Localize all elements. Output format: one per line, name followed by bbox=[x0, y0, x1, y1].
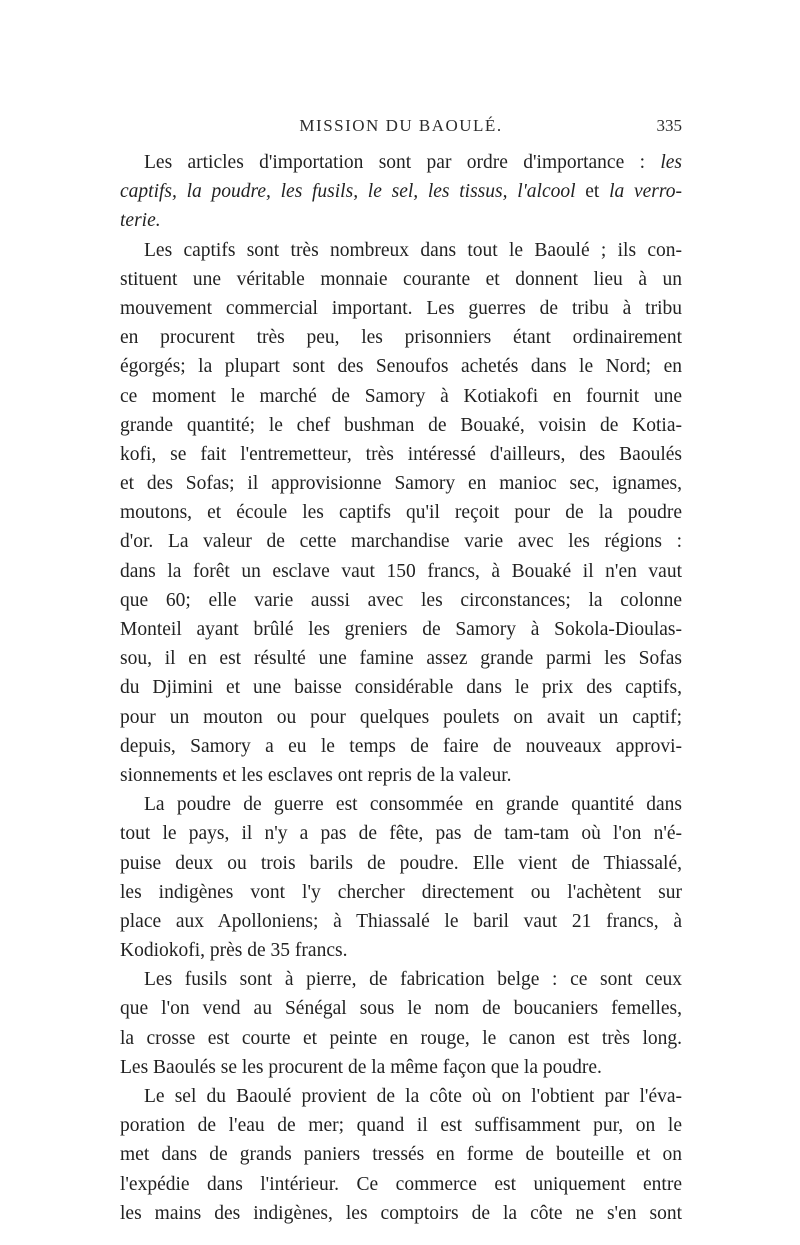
line-1-italic: les bbox=[660, 152, 682, 173]
text-line-23: La poudre de guerre est consommée en grande quantité dans bbox=[144, 794, 682, 816]
text-line-30: que l'on vend au Sénégal sous le nom de boucaniers femelles, bbox=[120, 998, 682, 1020]
text-line-7: en procurent très peu, les prisonniers étant ordinairement bbox=[120, 327, 682, 349]
text-line-24: tout le pays, il n'y a pas de fête, pas de tam-tam où l'on n'é- bbox=[120, 823, 682, 845]
text-line-3 bbox=[120, 206, 682, 235]
text-line-34: poration de l'eau de mer; quand il est suffisamment pur, on le bbox=[120, 1115, 682, 1137]
text-line-5: stituent une véritable monnaie courante et donnent lieu à un bbox=[120, 268, 682, 290]
text-line-20: pour un mouton ou pour quelques poulets on avait un captif; bbox=[120, 706, 682, 728]
text-line-8: égorgés; la plupart sont des Senoufos achetés dans le Nord; en bbox=[120, 356, 682, 378]
text-line-35: met dans de grands paniers tressés en forme de bouteille et on bbox=[120, 1144, 682, 1166]
text-line-27: place aux Apolloniens; à Thiassalé le baril vaut 21 francs, à bbox=[120, 910, 682, 932]
running-head bbox=[120, 116, 682, 140]
text-line-11: kofi, se fait l'entremetteur, très intéressé d'ailleurs, des Baoulés bbox=[120, 443, 682, 465]
text-line-29: Les fusils sont à pierre, de fabrication belge : ce sont ceux bbox=[144, 969, 682, 991]
line-2-et: et bbox=[575, 181, 610, 203]
text-line-36: l'expédie dans l'intérieur. Ce commerce est uniquement entre bbox=[120, 1173, 682, 1195]
text-line-6: mouvement commercial important. Les guerres de tribu à tribu bbox=[120, 297, 682, 319]
text-line-33: Le sel du Baoulé provient de la côte où on l'obtient par l'éva- bbox=[144, 1086, 682, 1107]
page-number: 335 bbox=[656, 116, 682, 135]
line-2-italic: captifs, la poudre, les fusils, le sel, les tissus, l'alcool bbox=[120, 181, 576, 203]
text-line-14: d'or. La valeur de cette marchandise varie avec les régions : bbox=[120, 531, 682, 553]
text-line-17: Monteil ayant brûlé les greniers de Samory à Sokola-Dioulas- bbox=[120, 619, 682, 640]
text-line-22: sionnements et les esclaves ont repris de la valeur. bbox=[120, 764, 512, 786]
text-line-16: que 60; elle varie aussi avec les circonstances; la colonne bbox=[120, 589, 682, 611]
text-line-37: les mains des indigènes, les comptoirs de la côte ne s'en sont bbox=[120, 1202, 682, 1224]
text-line-28: Kodiokofi, près de 35 francs. bbox=[120, 940, 348, 962]
text-line-21: depuis, Samory a eu le temps de faire de nouveaux approvi- bbox=[120, 735, 682, 757]
text-line-15: dans la forêt un esclave vaut 150 francs, à Bouaké il n'en vaut bbox=[120, 560, 682, 582]
text-line-4: Les captifs sont très nombreux dans tout le Baoulé ; ils con- bbox=[144, 239, 682, 261]
text-line-12: et des Sofas; il approvisionne Samory en manioc sec, ignames, bbox=[120, 473, 682, 495]
line-2-italic-2: la verro- bbox=[609, 181, 682, 203]
running-title: MISSION DU BAOULÉ. bbox=[299, 116, 503, 135]
text-line-1 bbox=[120, 148, 682, 177]
text-line-9: ce moment le marché de Samory à Kotiakofi en fournit une bbox=[120, 385, 682, 407]
text-line-2 bbox=[120, 177, 682, 206]
text-line-25: puise deux ou trois barils de poudre. Elle vient de Thiassalé, bbox=[120, 852, 682, 874]
line-3-italic: terie. bbox=[120, 210, 161, 232]
line-1-roman: Les articles d'importation sont par ordre d'importance : bbox=[144, 152, 661, 173]
body-text bbox=[120, 148, 682, 1228]
text-line-32: Les Baoulés se les procurent de la même façon que la poudre. bbox=[120, 1056, 602, 1078]
text-line-10: grande quantité; le chef bushman de Bouaké, voisin de Kotia- bbox=[120, 414, 682, 436]
text-line-18: sou, il en est résulté une famine assez grande parmi les Sofas bbox=[120, 648, 682, 670]
text-line-13: moutons, et écoule les captifs qu'il reçoit pour de la poudre bbox=[120, 502, 682, 524]
text-line-31: la crosse est courte et peinte en rouge, le canon est très long. bbox=[120, 1027, 682, 1049]
text-line-26: les indigènes vont l'y chercher directement ou l'achètent sur bbox=[120, 881, 682, 903]
text-line-19: du Djimini et une baisse considérable dans le prix des captifs, bbox=[120, 677, 682, 699]
